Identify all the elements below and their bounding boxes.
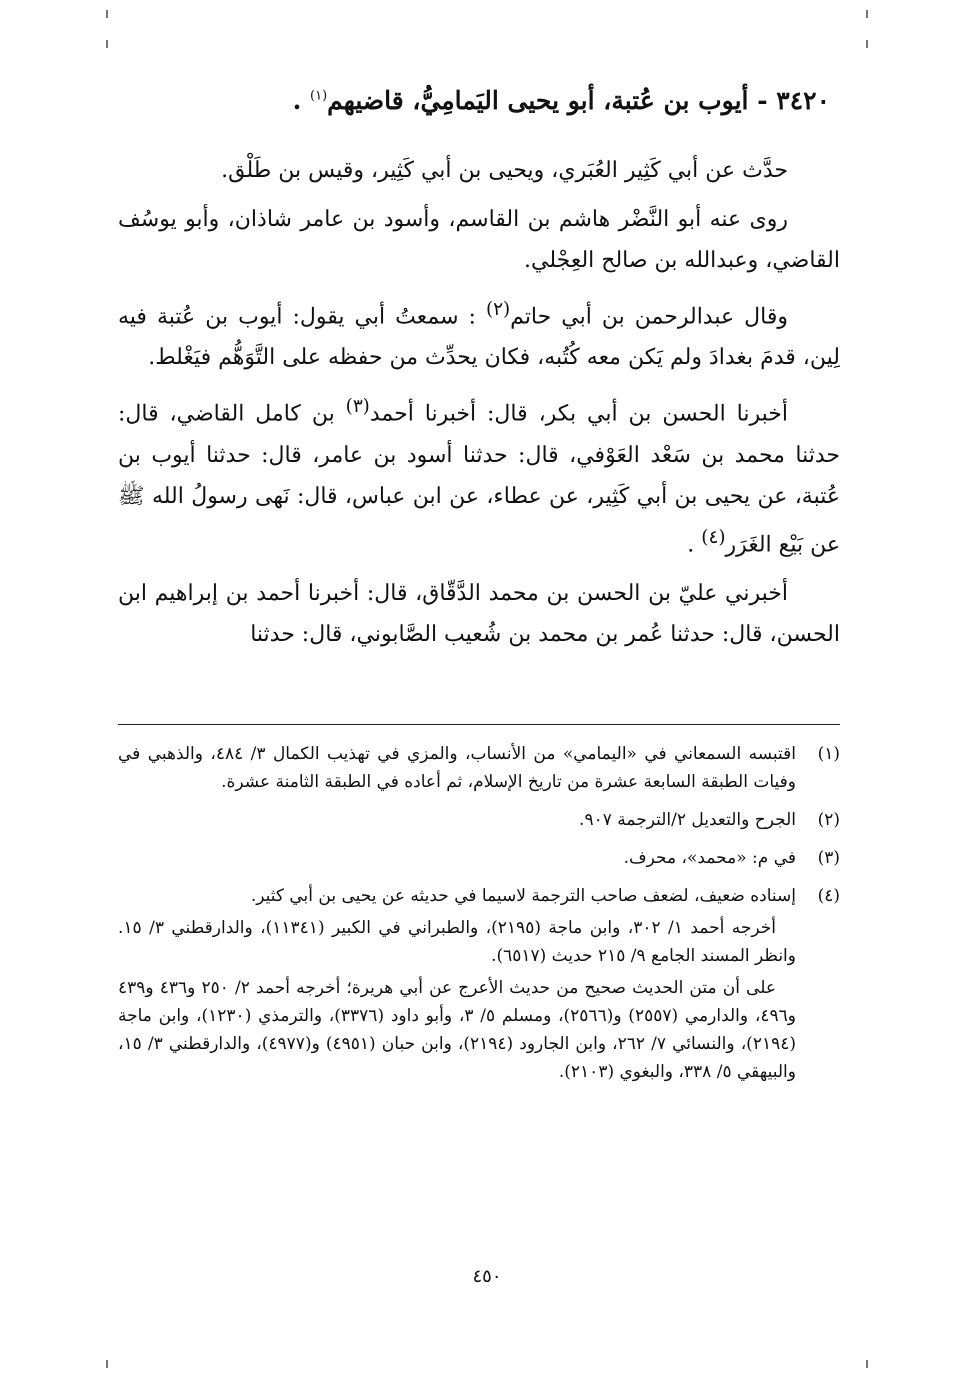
assessment-text-a: وقال عبدالرحمن بن أبي حاتم [510, 304, 788, 330]
footnote-ref-1: (١) [310, 88, 328, 104]
scan-mark [866, 1360, 868, 1368]
footnote-text: إسناده ضعيف، لضعف صاحب الترجمة لاسيما في حديثه عن يحيى بن أبي كثير. [250, 886, 796, 906]
paragraph-teachers: حدَّث عن أبي كَثِير العُبَري، ويحيى بن أبي كَثِير، وقيس بن طَلْق. [221, 158, 788, 183]
paragraph-assessment [118, 289, 840, 378]
footnote-text: في م: «محمد»، محرف. [623, 848, 796, 868]
paragraph-hadith [118, 386, 840, 565]
footnote-body [118, 806, 796, 838]
footnote-text: أخرجه أحمد ١/ ٣٠٢، وابن ماجة (٢١٩٥)، والطبراني في الكبير (١١٣٤١)، والدارقطني ٣/ ١٥. وانظر المسند الجامع ٩/ ٢١٥ حديث (٦٥١٧). [118, 918, 796, 966]
page-number: ٤٥٠ [472, 1266, 502, 1287]
main-text [118, 150, 840, 663]
assessment-text-b: : سمعتُ أبي يقول: أيوب بن عُتبة فيه لِين، قدمَ بغدادَ ولم يَكن معه كُتُبه، فكان يحدِّث من حفظه على التَّوَهُّم فيَغْلط. [118, 304, 840, 371]
scan-mark [106, 10, 108, 18]
footnote-ref-4: (٤) [701, 526, 726, 548]
footnote-3 [118, 844, 840, 876]
scan-mark [106, 1360, 108, 1368]
footnote-body [118, 740, 796, 800]
footnote-ref-3: (٣) [345, 396, 370, 418]
paragraph-students: روى عنه أبو النَّضْر هاشم بن القاسم، وأسود بن عامر شاذان، وأبو يوسُف القاضي، وعبدالله بن صالح العِجْلي. [118, 207, 840, 273]
footnote-separator [118, 724, 840, 725]
footnote-ref-2: (٢) [486, 299, 511, 320]
hadith-end: . [687, 531, 702, 557]
hadith-text-a: أخبرنا الحسن بن أبي بكر، قال: أخبرنا أحمد [369, 401, 788, 427]
footnote-text: اقتبسه السمعاني في «اليمامي» من الأنساب، والمزي في تهذيب الكمال ٣/ ٤٨٤، والذهبي في وفيات الطبقة السابعة عشرة من تاريخ الإسلام، ثم أعاده في الطبقة الثامنة عشرة. [118, 744, 796, 792]
entry-heading [150, 86, 830, 115]
scan-mark [866, 10, 868, 18]
footnote-body [118, 844, 796, 876]
scan-mark [106, 40, 108, 48]
footnote-number: (٣) [817, 848, 840, 868]
footnote-4 [118, 882, 840, 1090]
footnote-1 [118, 740, 840, 800]
footnotes [118, 740, 840, 1096]
hadith-text-b: بن كامل القاضي، قال: حدثنا محمد بن سَعْد العَوْفي، قال: حدثنا أسود بن عامر، قال: حدثنا أيوب بن عُتبة، عن يحيى بن أبي كَثِير، عن عطاء، عن ابن عباس، قال: نَهى رسولُ الله ﷺ عن بَيْع الغَرَر [118, 401, 840, 557]
heading-end: . [292, 86, 311, 115]
footnote-body [118, 882, 796, 1090]
footnote-number: (٢) [817, 810, 840, 830]
footnote-number: (١) [817, 744, 840, 764]
scan-mark [866, 40, 868, 48]
paragraph-chain: أخبرني عليّ بن الحسن بن محمد الدَّقّاق، قال: أخبرنا أحمد بن إبراهيم ابن الحسن، قال: حدثنا عُمر بن محمد بن شُعيب الصَّابوني، قال: حدثنا [118, 580, 840, 647]
footnote-text: الجرح والتعديل ٢/الترجمة ٩٠٧. [579, 810, 796, 830]
footnote-2 [118, 806, 840, 838]
footnote-number: (٤) [817, 886, 840, 906]
entry-heading-text: ٣٤٢٠ - أيوب بن عُتبة، أبو يحيى اليَمامِيُّ، قاضيهم [327, 86, 830, 115]
footnote-text: على أن متن الحديث صحيح من حديث الأعرج عن أبي هريرة؛ أخرجه أحمد ٢/ ٢٥٠ و٤٣٦ و٤٣٩ و٤٩٦، والدارمي (٢٥٥٧) و(٢٥٦٦)، ومسلم ٥/ ٣، وأبو داود (٣٣٧٦)، والترمذي (١٢٣٠)، وابن ماجة (٢١٩٤)، والنسائي ٧/ ٢٦٢، وابن الجارود (٢١٩٤)، وابن حبان (٤٩٥١) و(٤٩٧٧)، والدارقطني ٣/ ١٥، والبيهقي ٥/ ٣٣٨، والبغوي (٢١٠٣). [118, 978, 796, 1082]
